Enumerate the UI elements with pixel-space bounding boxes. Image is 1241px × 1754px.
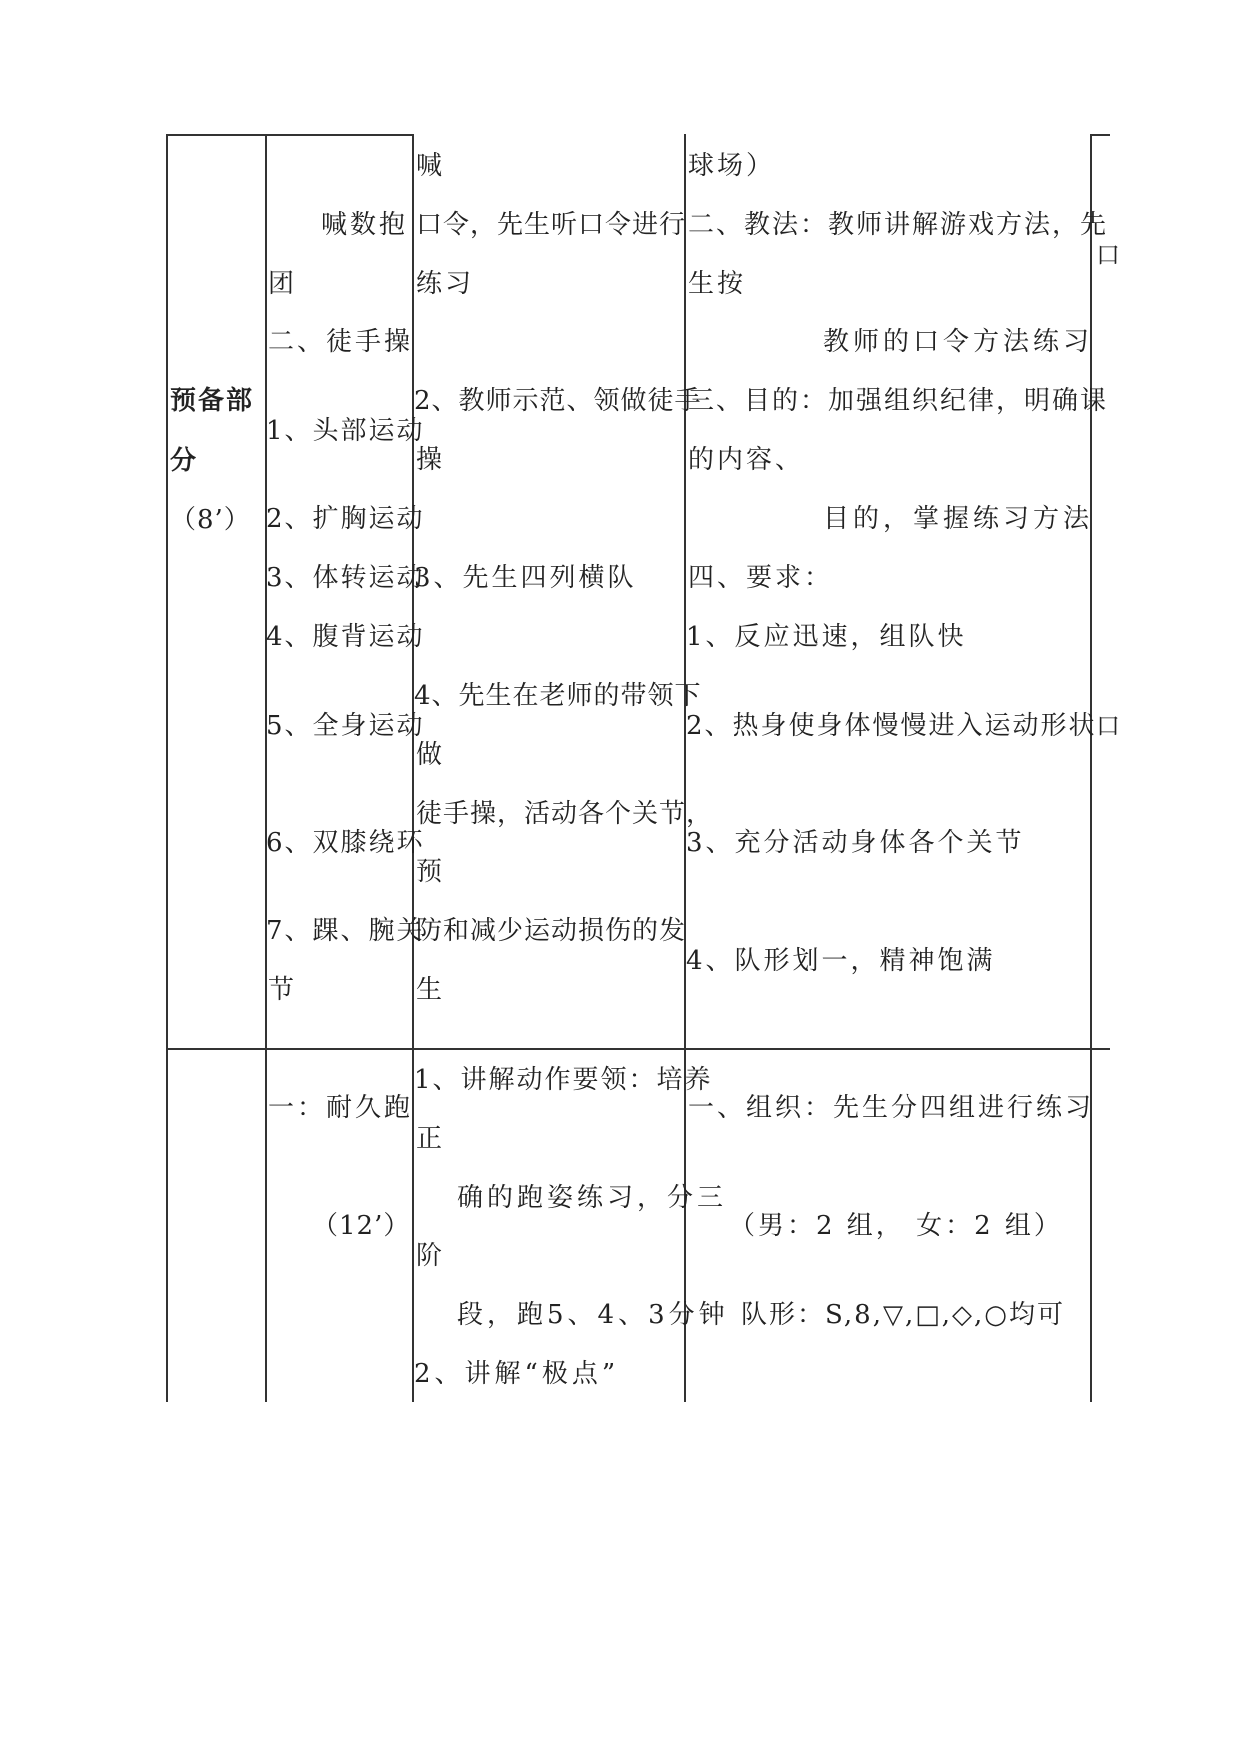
row1-content-column xyxy=(266,134,425,1048)
section-title-line1: 预备部 xyxy=(170,386,255,416)
method-line: 2、教师示范、领做徒手 xyxy=(414,386,702,416)
table-border-left xyxy=(166,134,168,1402)
organization-line: 二、教法：教师讲解游戏方法，先 xyxy=(688,210,1109,240)
section-time: （8’） xyxy=(170,505,251,535)
content-line: 3、体转运动 xyxy=(266,563,425,593)
method-line: 生 xyxy=(416,975,446,1005)
organization-line: 教师的口令方法练习 xyxy=(823,327,1094,357)
organization-line: （男：2 组， 女：2 组） xyxy=(729,1211,1063,1241)
content-line: 1、头部运动 xyxy=(266,416,425,446)
method-line: 3、先生四列横队 xyxy=(414,563,637,593)
method-line: 阶 xyxy=(416,1241,446,1271)
content-line: 二、徒手操 xyxy=(268,327,414,357)
remark-line: 口 xyxy=(1096,241,1123,269)
organization-line: 球场） xyxy=(688,151,776,181)
method-line: 口令，先生听口令进行 xyxy=(416,210,687,240)
row1-method-column xyxy=(413,134,714,1048)
row2-method-column xyxy=(413,1050,729,1402)
organization-line: 三、目的：加强组织纪律，明确课 xyxy=(688,386,1109,416)
organization-line: 生按 xyxy=(688,269,747,299)
organization-line: 3、充分活动身体各个关节 xyxy=(686,828,1025,858)
method-line: 2、讲解“极点” xyxy=(414,1359,620,1389)
method-line: 正 xyxy=(416,1124,446,1154)
method-line: 喊 xyxy=(416,151,446,181)
organization-line: 目的，掌握练习方法 xyxy=(823,504,1094,534)
method-line: 4、先生在老师的带领下 xyxy=(414,681,702,711)
organization-line: 4、队形划一，精神饱满 xyxy=(686,946,996,976)
content-line: 5、全身运动 xyxy=(266,711,425,741)
method-line: 1、讲解动作要领：培养 xyxy=(414,1065,713,1095)
row1-organization-column xyxy=(685,134,1109,1048)
organization-line: 一、组织：先生分四组进行练习 xyxy=(688,1093,1095,1123)
method-line: 操 xyxy=(416,445,446,475)
row2-content-column xyxy=(266,1050,412,1402)
method-line: 预 xyxy=(416,857,446,887)
organization-line: 队形：S,8,▽,□,◇,○均可 xyxy=(741,1300,1065,1330)
content-line: 节 xyxy=(268,975,298,1005)
organization-line: 四、要求： xyxy=(688,563,834,593)
organization-line: 的内容、 xyxy=(688,445,805,475)
content-line: （12’） xyxy=(312,1211,411,1241)
content-line: 团 xyxy=(268,269,298,299)
remark-line: 口 xyxy=(1096,712,1123,740)
method-line: 段，跑5、4、3分钟 xyxy=(457,1300,729,1330)
method-line: 做 xyxy=(416,740,446,770)
row1-remarks-column xyxy=(1092,134,1123,1048)
content-line: 6、双膝绕环 xyxy=(266,828,425,858)
method-line: 确的跑姿练习，分三 xyxy=(457,1183,728,1213)
content-line: 一：耐久跑 xyxy=(268,1093,414,1123)
method-line: 防和减少运动损伤的发 xyxy=(416,916,687,946)
organization-line: 2、热身使身体慢慢进入运动形状 xyxy=(686,711,1097,741)
content-line: 4、腹背运动 xyxy=(266,622,425,652)
content-line: 7、踝、腕关 xyxy=(266,916,425,946)
organization-line: 1、反应迅速，组队快 xyxy=(686,622,967,652)
row2-organization-column xyxy=(685,1050,1095,1402)
section-title-line2: 分 xyxy=(170,446,199,476)
method-line: 徒手操，活动各个关节， xyxy=(416,799,714,829)
content-line: 2、扩胸运动 xyxy=(266,504,425,534)
content-line: 喊数抱 xyxy=(321,210,409,240)
method-line: 练习 xyxy=(416,269,475,299)
